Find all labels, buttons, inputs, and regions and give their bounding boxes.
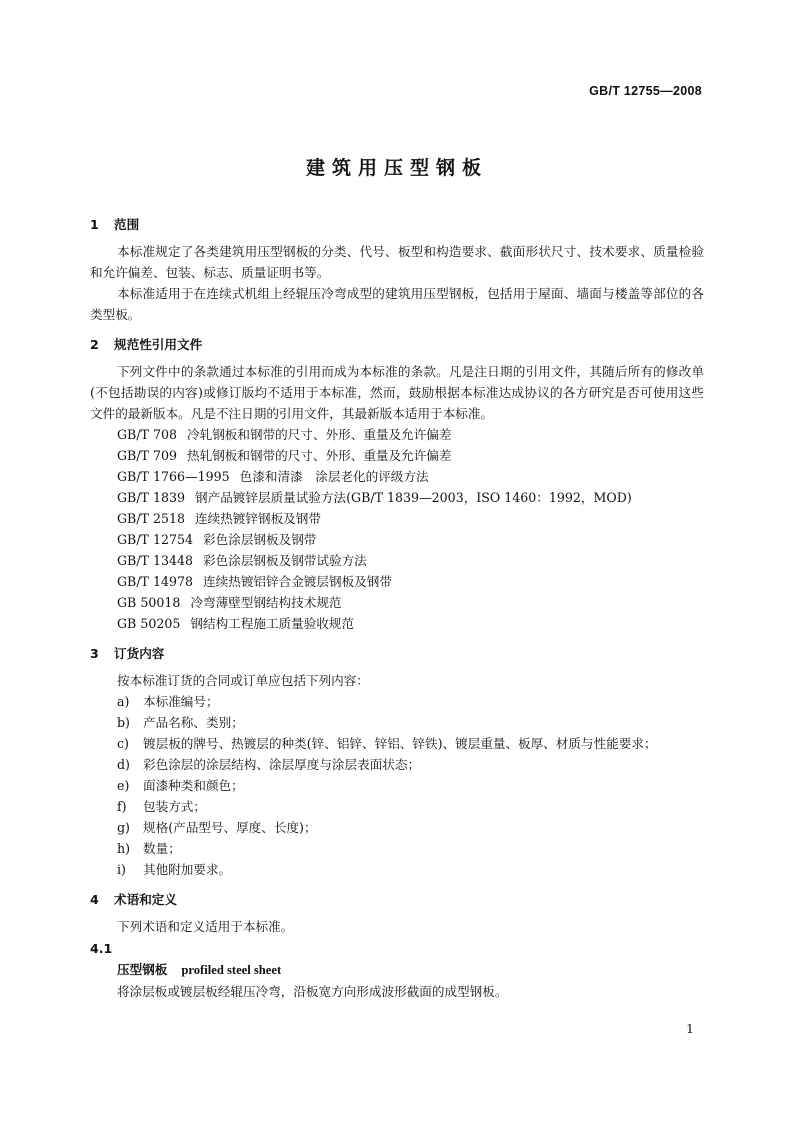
section-title: 术语和定义 — [114, 892, 177, 907]
list-label: c) — [117, 736, 129, 751]
list-label: e) — [117, 778, 130, 793]
reference-title: 色漆和清漆 涂层老化的评级方法 — [239, 469, 429, 484]
reference-item — [90, 424, 704, 445]
reference-code: GB/T 14978 — [117, 574, 194, 589]
list-text: 镀层板的牌号、热镀层的种类(锌、铝锌、锌铝、锌铁)、镀层重量、板厚、材质与性能要求； — [143, 736, 657, 751]
reference-title: 冷轧钢板和钢带的尺寸、外形、重量及允许偏差 — [187, 427, 452, 442]
reference-title: 彩色涂层钢板及钢带试验方法 — [203, 553, 367, 568]
reference-title: 钢结构工程施工质量验收规范 — [190, 616, 355, 631]
reference-code: GB/T 1766—1995 — [117, 469, 230, 484]
section-3-heading — [90, 643, 704, 664]
reference-item — [90, 487, 704, 508]
reference-title: 连续热镀锌钢板及钢带 — [195, 511, 321, 526]
reference-title: 钢产品镀锌层质量试验方法(GB/T 1839—2003，ISO 1460：1992，MOD) — [195, 490, 632, 505]
list-text: 产品名称、类别； — [143, 715, 244, 730]
reference-item — [90, 445, 704, 466]
section-4-heading — [90, 889, 704, 910]
list-item — [90, 796, 704, 817]
reference-code: GB/T 12754 — [117, 532, 194, 547]
section-number: 1 — [90, 217, 99, 232]
reference-item — [90, 550, 704, 571]
section-title: 规范性引用文件 — [114, 337, 203, 352]
reference-item — [90, 592, 704, 613]
reference-code: GB/T 2518 — [117, 511, 186, 526]
list-item — [90, 775, 704, 796]
subclause-number: 4.1 — [90, 941, 113, 956]
list-text: 面漆种类和颜色； — [143, 778, 244, 793]
reference-item — [90, 571, 704, 592]
standard-number: GB/T 12755—2008 — [589, 84, 702, 98]
list-label: i) — [117, 862, 126, 877]
list-item — [90, 838, 704, 859]
reference-item — [90, 508, 704, 529]
term-chinese: 压型钢板 — [117, 962, 168, 977]
section-2-heading — [90, 334, 704, 355]
list-item — [90, 754, 704, 775]
reference-title: 连续热镀铝锌合金镀层钢板及钢带 — [203, 574, 392, 589]
reference-title: 彩色涂层钢板及钢带 — [203, 532, 317, 547]
reference-code: GB 50018 — [117, 595, 181, 610]
list-text: 其他附加要求。 — [143, 862, 232, 877]
reference-code: GB 50205 — [117, 616, 181, 631]
reference-item — [90, 466, 704, 487]
list-item — [90, 691, 704, 712]
term-entry — [90, 959, 704, 981]
reference-code: GB/T 13448 — [117, 553, 194, 568]
list-label: d) — [117, 757, 130, 772]
list-item — [90, 712, 704, 733]
list-text: 彩色涂层的涂层结构、涂层厚度与涂层表面状态； — [143, 757, 421, 772]
paragraph: 本标准适用于在连续式机组上经辊压冷弯成型的建筑用压型钢板，包括用于屋面、墙面与楼盖等部位的各类型板。 — [90, 286, 704, 322]
reference-code: GB/T 708 — [117, 427, 177, 442]
term-english: profiled steel sheet — [181, 963, 282, 977]
document-title: 建筑用压型钢板 — [305, 157, 488, 179]
list-text: 本标准编号； — [143, 694, 219, 709]
list-label: g) — [117, 820, 130, 835]
document-body — [90, 214, 704, 1002]
section-number: 3 — [90, 646, 99, 661]
section-title: 订货内容 — [114, 646, 165, 661]
section-number: 2 — [90, 337, 99, 352]
list-text: 数量； — [143, 841, 181, 856]
list-label: h) — [117, 841, 131, 856]
list-item — [90, 817, 704, 838]
reference-code: GB/T 1839 — [117, 490, 186, 505]
reference-title: 冷弯薄壁型钢结构技术规范 — [190, 595, 342, 610]
paragraph: 按本标准订货的合同或订单应包括下列内容： — [117, 673, 369, 688]
page-number: 1 — [686, 1021, 694, 1036]
section-1-heading — [90, 214, 704, 235]
paragraph: 本标准规定了各类建筑用压型钢板的分类、代号、板型和构造要求、截面形状尺寸、技术要求、质量检验和允许偏差、包装、标志、质量证明书等。 — [90, 244, 704, 280]
section-number: 4 — [90, 892, 99, 907]
list-label: a) — [117, 694, 130, 709]
list-text: 规格(产品型号、厚度、长度)； — [143, 820, 317, 835]
list-text: 包装方式； — [143, 799, 206, 814]
list-label: f) — [117, 799, 127, 814]
reference-item — [90, 613, 704, 634]
paragraph: 下列术语和定义适用于本标准。 — [117, 919, 294, 934]
list-label: b) — [117, 715, 130, 730]
reference-code: GB/T 709 — [117, 448, 177, 463]
list-item — [90, 859, 704, 880]
paragraph: 下列文件中的条款通过本标准的引用而成为本标准的条款。凡是注日期的引用文件，其随后所有的修改单(不包括勘误的内容)或修订版均不适用于本标准，然而，鼓励根据本标准达成协议的各方研究是否可使用这些文件的最新版本。凡是不注日期的引用文件，其最新版本适用于本标准。 — [90, 364, 704, 421]
reference-item — [90, 529, 704, 550]
term-definition: 将涂层板或镀层板经辊压冷弯，沿板宽方向形成波形截面的成型钢板。 — [117, 984, 508, 999]
reference-title: 热轧钢板和钢带的尺寸、外形、重量及允许偏差 — [187, 448, 452, 463]
list-item — [90, 733, 704, 754]
section-title: 范围 — [114, 217, 140, 232]
